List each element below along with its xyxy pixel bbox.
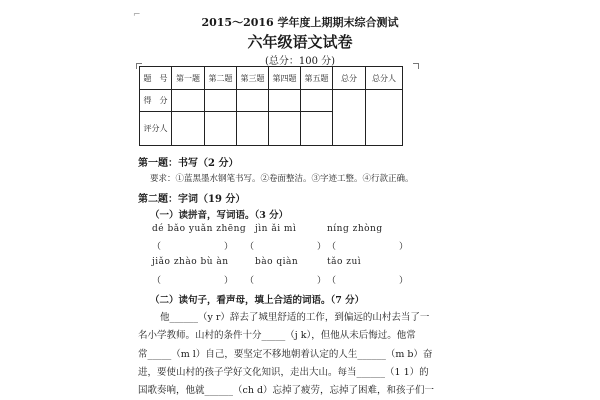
answer-blank[interactable]: （ ） bbox=[327, 242, 409, 252]
score-cell bbox=[269, 90, 301, 112]
pinyin-prompt: níng zhòng bbox=[327, 224, 383, 234]
answer-blank[interactable]: （ ） bbox=[245, 242, 327, 252]
table-header-cell: 第五题 bbox=[301, 67, 333, 90]
pinyin-prompt: tǎo zuì bbox=[327, 257, 362, 267]
answer-blank[interactable]: （ ） bbox=[327, 276, 409, 286]
corner-mark bbox=[413, 63, 419, 69]
exam-paper-title: 六年级语文试卷 bbox=[247, 33, 353, 51]
passage-line: 国歌奏响，他就______（ch d）忘掉了疲劳，忘掉了困难，和孩子们一 bbox=[138, 385, 435, 396]
table-header-cell: 第二题 bbox=[205, 67, 237, 90]
passage-line: 名小学教师。山村的条件十分_____（j k），但他从未后悔过。他常 bbox=[138, 330, 416, 341]
row-label: 评分人 bbox=[140, 112, 172, 146]
score-cell bbox=[205, 90, 237, 112]
score-cell bbox=[269, 112, 301, 146]
table-header-cell: 总分人 bbox=[366, 67, 403, 90]
total-score: (总分：100 分) bbox=[264, 56, 336, 67]
score-table bbox=[139, 66, 403, 146]
total-scorer-cell bbox=[366, 90, 403, 146]
scan-mark-icon: ⌐ bbox=[133, 10, 141, 20]
table-header-cell: 第一题 bbox=[172, 67, 205, 90]
table-row bbox=[140, 90, 403, 112]
table-header-cell: 第四题 bbox=[269, 67, 301, 90]
part1-instruction: （一）读拼音，写词语。（3 分） bbox=[150, 210, 289, 221]
score-cell bbox=[237, 112, 269, 146]
score-cell bbox=[172, 90, 205, 112]
pinyin-prompt: bào qiàn bbox=[255, 257, 299, 267]
score-cell bbox=[301, 90, 333, 112]
score-cell bbox=[172, 112, 205, 146]
score-cell bbox=[205, 112, 237, 146]
answer-blank[interactable]: （ ） bbox=[152, 276, 234, 286]
score-table-header-row bbox=[140, 67, 403, 90]
section1-title: 第一题：书写（2 分） bbox=[138, 158, 239, 169]
score-cell bbox=[301, 112, 333, 146]
answer-blank[interactable]: （ ） bbox=[152, 242, 234, 252]
passage-line: 进，要使山村的孩子学好文化知识，走出大山。每当______（1 1）的 bbox=[138, 367, 429, 378]
pinyin-prompt: jìn ǎi mì bbox=[255, 224, 297, 234]
passage-line: 常_____（m l）自己，要坚定不移地朝着认定的人生______（m b）奋 bbox=[138, 349, 433, 360]
table-header-cell: 总分 bbox=[333, 67, 366, 90]
pinyin-prompt: dé bǎo yuǎn zhēng bbox=[152, 224, 247, 234]
table-header-cell: 第三题 bbox=[237, 67, 269, 90]
section2-title: 第二题：字词（19 分） bbox=[138, 194, 246, 205]
section1-requirement: 要求：①蓝黑墨水钢笔书写。②卷面整洁。③字迹工整。④行款正确。 bbox=[150, 174, 414, 184]
table-header-cell: 题 号 bbox=[140, 67, 172, 90]
total-score-cell bbox=[333, 90, 366, 146]
part2-instruction: （二）读句子，看声母，填上合适的词语。（7 分） bbox=[150, 295, 365, 306]
answer-blank[interactable]: （ ） bbox=[245, 276, 327, 286]
exam-term-title: 2015～2016 学年度上期期末综合测试 bbox=[201, 16, 399, 29]
row-label: 得 分 bbox=[140, 90, 172, 112]
passage-line: 他______（y r）辞去了城里舒适的工作，到偏远的山村去当了一 bbox=[160, 312, 430, 323]
pinyin-prompt: jiǎo zhào bù àn bbox=[152, 257, 229, 267]
score-cell bbox=[237, 90, 269, 112]
